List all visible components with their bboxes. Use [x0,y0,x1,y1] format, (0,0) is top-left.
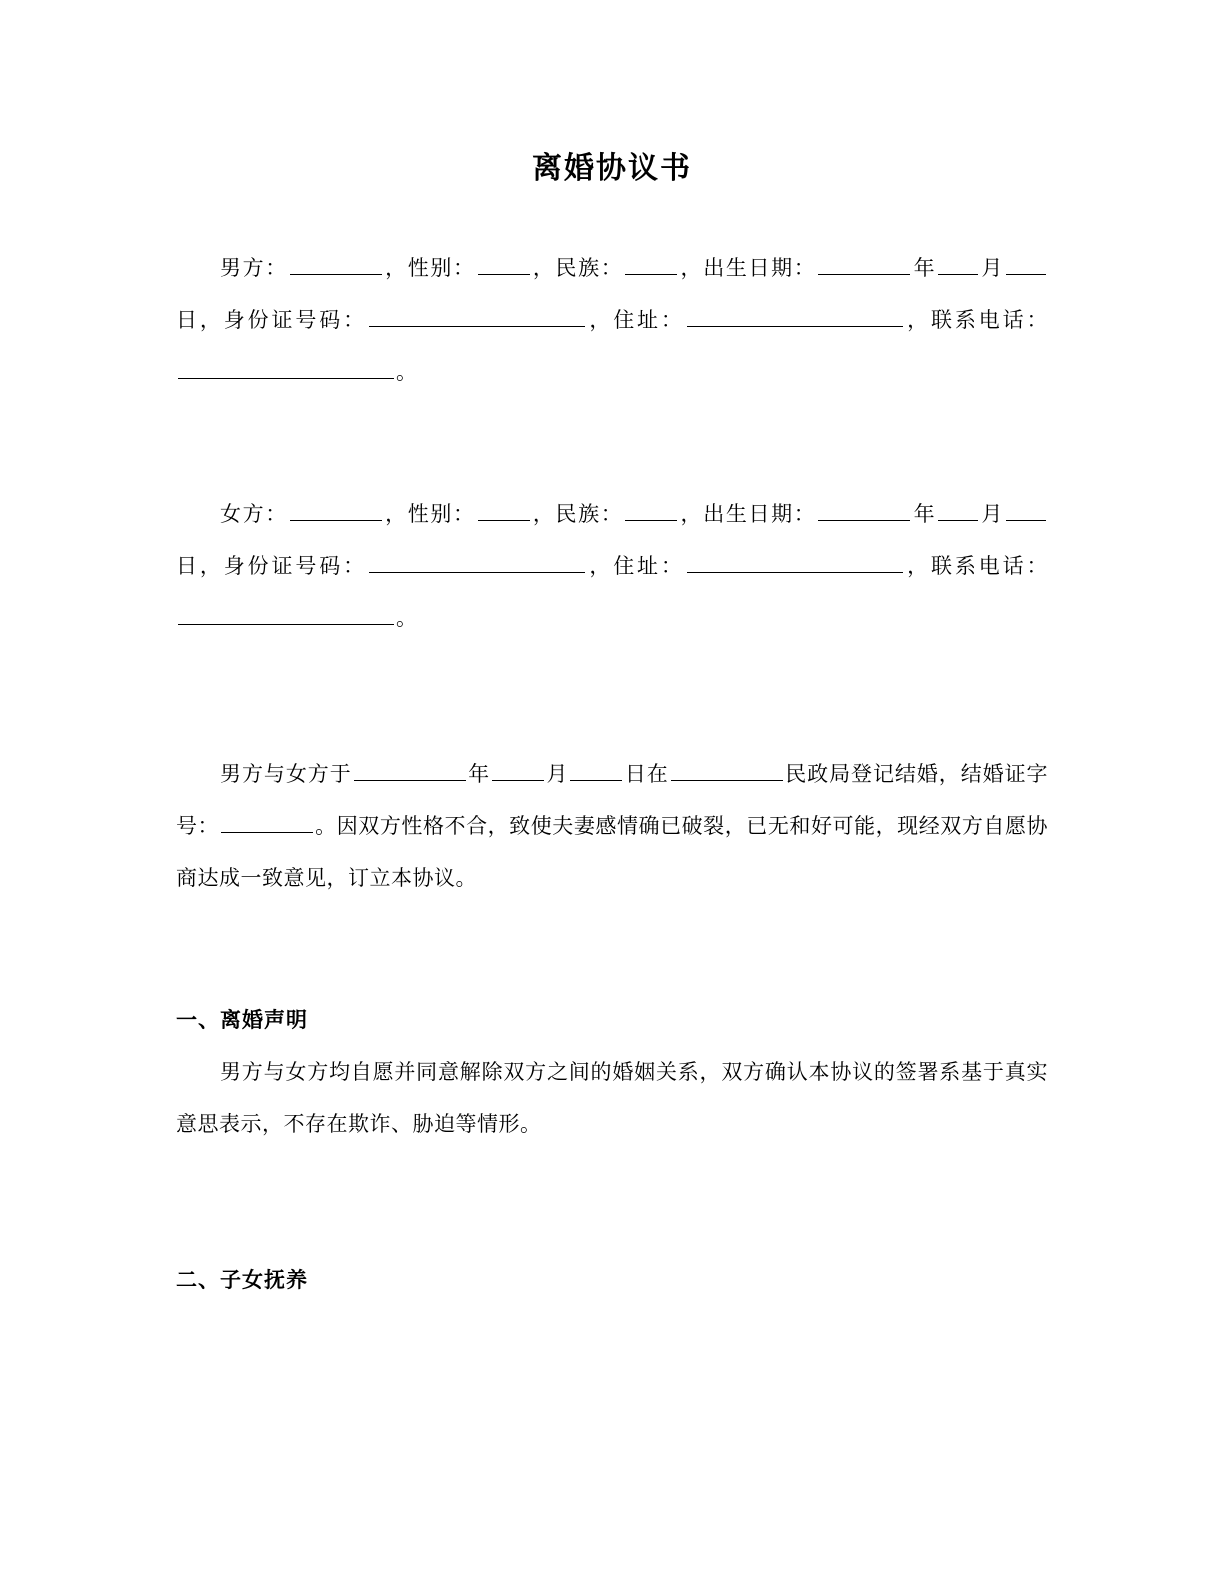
male-ethnicity-label: ，民族： [531,256,624,280]
section-body-divorce-statement: 男方与女方均自愿并同意解除双方之间的婚姻关系，双方确认本协议的签署系基于真实意思表示，不存在欺诈、胁迫等情形。 [176,1060,1048,1136]
female-birth-label: ，出生日期： [679,502,817,526]
marriage-year-blank[interactable] [354,760,466,781]
spacer [176,904,1048,956]
spacer [176,1150,1048,1202]
female-month-label: 月 [980,502,1005,526]
male-name-blank[interactable] [290,254,382,275]
male-day-id-label: 日，身份证号码： [176,308,367,332]
male-ethnicity-blank[interactable] [625,254,677,275]
male-birth-month-blank[interactable] [938,254,978,275]
marriage-intro-label: 男方与女方于 [220,762,352,786]
spacer [176,644,1048,696]
female-ethnicity-blank[interactable] [625,500,677,521]
male-phone-blank[interactable] [178,358,394,379]
male-end-label: 。 [396,360,418,384]
marriage-cert-blank[interactable] [221,812,313,833]
male-gender-blank[interactable] [478,254,530,275]
female-address-label: ，住址： [586,554,685,578]
spacer [176,1202,1048,1254]
section-heading-divorce-statement: 一、离婚声明 [176,1008,308,1032]
female-gender-label: ，性别： [383,502,476,526]
male-birth-label: ，出生日期： [679,256,817,280]
marriage-day-label: 日在 [624,762,669,786]
marriage-year-label: 年 [467,762,491,786]
male-year-label: 年 [912,256,937,280]
female-phone-blank[interactable] [178,604,394,625]
spacer [176,696,1048,748]
page-title: 离婚协议书 [532,151,692,186]
spacer [176,956,1048,994]
marriage-reason-text: 。因双方性格不合，致使夫妻感情确已破裂，已无和好可能，现经双方自愿协商达成一致意见，订立本协议。 [176,814,1049,890]
party-male-block [176,242,1048,398]
female-gender-blank[interactable] [478,500,530,521]
female-address-blank[interactable] [687,552,903,573]
marriage-bureau-label: 民政局登记结婚，结婚证字号： [176,762,1049,838]
male-birth-day-blank[interactable] [1006,254,1046,275]
male-address-label: ，住址： [586,308,685,332]
female-name-label: 女方： [220,502,288,526]
male-birth-year-blank[interactable] [818,254,910,275]
marriage-paragraph [176,748,1048,904]
male-address-blank[interactable] [687,306,903,327]
female-name-blank[interactable] [290,500,382,521]
female-phone-label: ，联系电话： [904,554,1049,578]
female-birth-month-blank[interactable] [938,500,978,521]
female-end-label: 。 [396,606,418,630]
spacer [176,398,1048,450]
marriage-month-label: 月 [546,762,569,786]
female-birth-day-blank[interactable] [1006,500,1046,521]
male-month-label: 月 [980,256,1005,280]
spacer [176,190,1048,242]
male-gender-label: ，性别： [383,256,476,280]
female-birth-year-blank[interactable] [818,500,910,521]
female-day-id-label: 日，身份证号码： [176,554,367,578]
male-name-label: 男方： [220,256,288,280]
party-female-block [176,488,1048,644]
male-id-blank[interactable] [369,306,585,327]
female-ethnicity-label: ，民族： [531,502,624,526]
male-phone-label: ，联系电话： [904,308,1049,332]
female-id-blank[interactable] [369,552,585,573]
spacer [176,450,1048,488]
marriage-day-blank[interactable] [570,760,622,781]
marriage-month-blank[interactable] [492,760,544,781]
female-year-label: 年 [912,502,937,526]
section-heading-child-custody: 二、子女抚养 [176,1268,308,1292]
marriage-bureau-blank[interactable] [671,760,783,781]
